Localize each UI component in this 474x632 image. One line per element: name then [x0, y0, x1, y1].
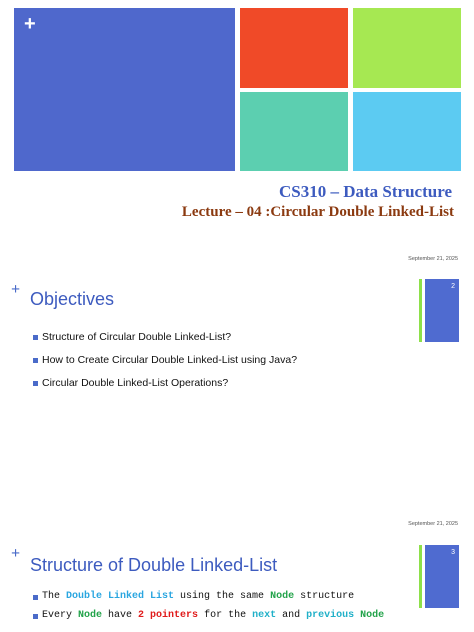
structure-list	[33, 591, 384, 621]
bullet-square-icon	[33, 614, 38, 619]
bullet-square-icon	[33, 335, 38, 340]
plus-icon: +	[11, 281, 21, 298]
tile-red	[240, 8, 348, 88]
text-segment: using the same	[174, 591, 271, 602]
slide-number: 2	[425, 279, 459, 342]
highlight-node: Node	[360, 610, 385, 621]
course-title: CS310 – Data Structure	[279, 182, 452, 201]
highlight-node: Node	[270, 591, 295, 602]
bullet-square-icon	[33, 595, 38, 600]
plus-icon: +	[24, 13, 36, 35]
slide-heading: Structure of Double Linked-List	[30, 555, 278, 575]
highlight-previous: previous	[306, 610, 355, 621]
slide-date: September 21, 2025	[408, 521, 458, 527]
highlight-double-linked-list: Double Linked List	[66, 591, 175, 602]
bullet-square-icon	[33, 358, 38, 363]
text-segment: and	[276, 610, 307, 621]
tile-teal	[240, 92, 348, 171]
text-segment: Every	[42, 610, 79, 621]
list-item-text: Structure of Circular Double Linked-List?	[42, 331, 232, 343]
list-item-text: How to Create Circular Double Linked-List using Java?	[42, 354, 298, 366]
text-segment: have	[102, 610, 139, 621]
tile-sky	[353, 92, 461, 171]
slide-number: 3	[425, 545, 459, 608]
highlight-node: Node	[78, 610, 103, 621]
list-item	[33, 610, 384, 621]
bullet-square-icon	[33, 381, 38, 386]
highlight-next: next	[252, 610, 277, 621]
list-item	[33, 354, 297, 366]
slide-date: September 21, 2025	[408, 256, 458, 262]
objectives-list	[33, 331, 297, 389]
highlight-2-pointers: 2 pointers	[138, 610, 199, 621]
tile-green	[353, 8, 461, 88]
text-segment: for the	[198, 610, 253, 621]
text-segment: The	[42, 591, 67, 602]
list-item	[33, 377, 297, 389]
list-item	[33, 591, 384, 602]
list-item	[33, 331, 297, 343]
tile-large-blue	[14, 8, 235, 171]
accent-bar	[419, 279, 422, 342]
list-item-text: Circular Double Linked-List Operations?	[42, 377, 229, 389]
plus-icon: +	[11, 545, 21, 562]
slide-heading: Objectives	[30, 289, 115, 309]
lecture-title: Lecture – 04 :Circular Double Linked-List	[181, 204, 454, 220]
text-segment: structure	[294, 591, 355, 602]
accent-bar	[419, 545, 422, 608]
